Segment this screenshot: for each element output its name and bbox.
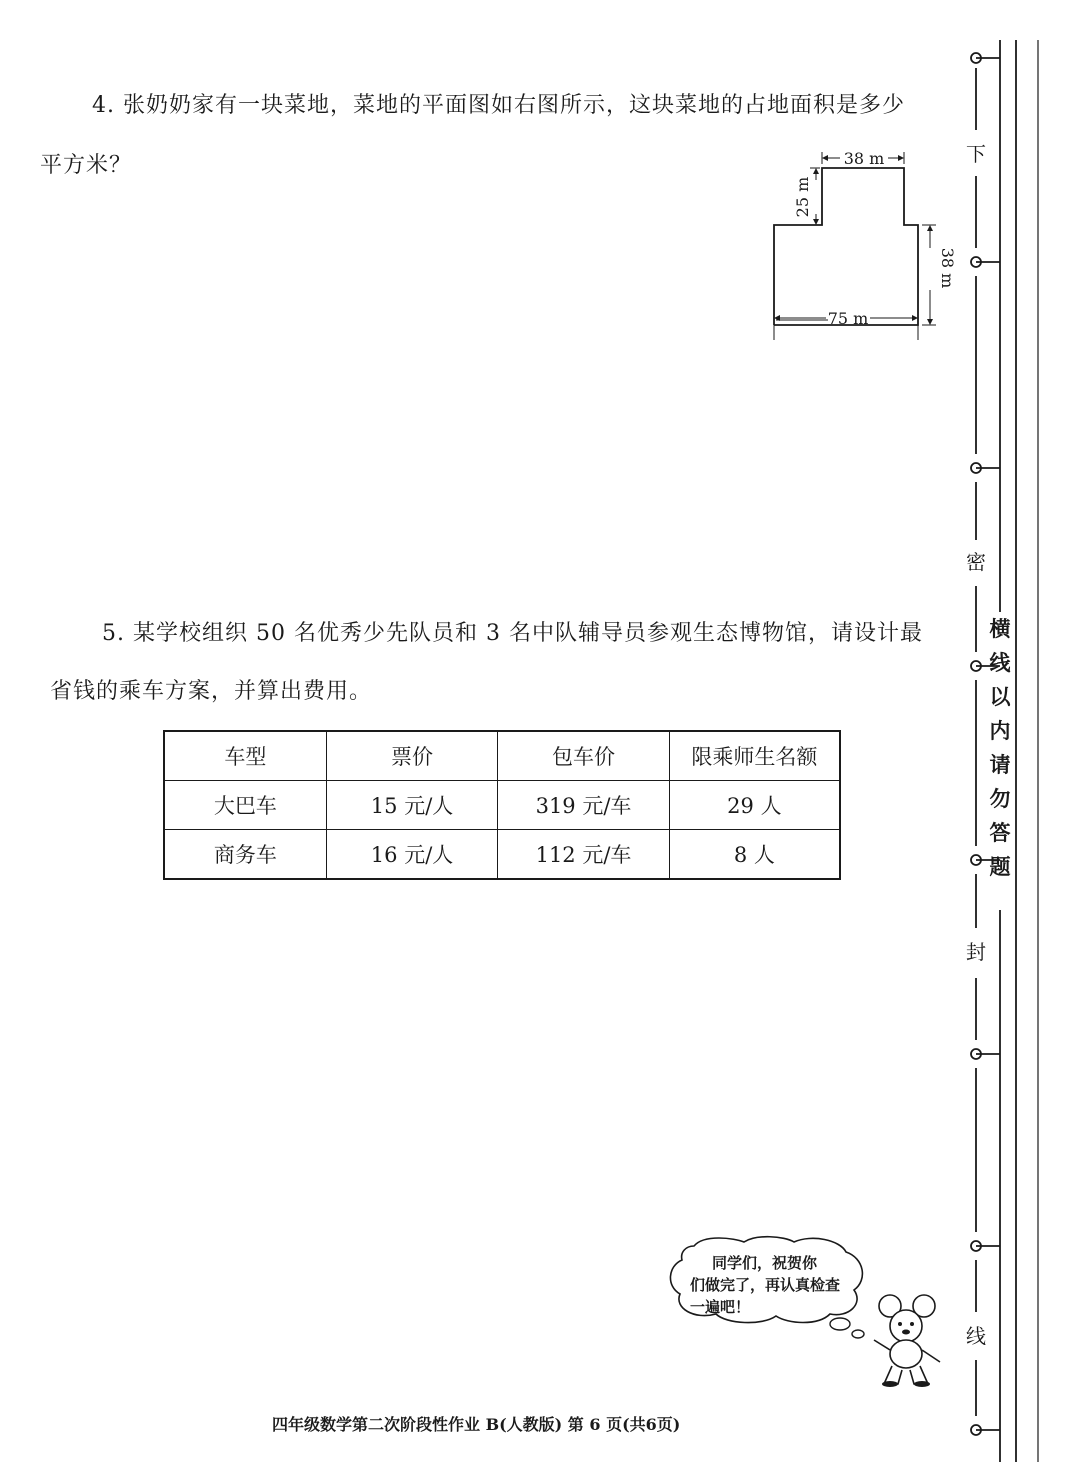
table-cell: 112 元/车	[498, 830, 670, 880]
table-cell: 商务车	[164, 830, 326, 880]
question-5-text: 5. 某学校组织 50 名优秀少先队员和 3 名中队辅导员参观生态博物馆，请设计最	[102, 621, 923, 646]
table-header-row	[164, 731, 840, 781]
header-vehicle-type: 车型	[164, 731, 326, 781]
table-cell: 16 元/人	[326, 830, 497, 880]
bubble-line-1: 同学们，祝贺你	[712, 1254, 818, 1272]
bottom-width-marker	[760, 300, 960, 336]
question-4-text: 4. 张奶奶家有一块菜地，菜地的平面图如右图所示，这块菜地的占地面积是多少	[92, 93, 905, 118]
top-height-label: 25 m	[793, 176, 812, 218]
binding-char-xian: 线	[966, 1324, 986, 1348]
question-5-text-cont: 省钱的乘车方案，并算出费用。	[50, 679, 373, 704]
table-cell: 8 人	[669, 830, 840, 880]
vehicle-fare-table	[163, 730, 841, 880]
bottom-height-label: 38 m	[938, 247, 957, 289]
question-4-text-cont: 平方米？	[40, 153, 133, 178]
header-ticket-price: 票价	[326, 731, 497, 781]
bubble-line-2: 们做完了，再认真检查	[690, 1276, 841, 1294]
table-row	[164, 830, 840, 880]
table-row	[164, 781, 840, 830]
table-cell: 319 元/车	[498, 781, 670, 830]
table-cell: 29 人	[669, 781, 840, 830]
bubble-line-3: 一遍吧！	[690, 1298, 751, 1316]
header-capacity: 限乘师生名额	[669, 731, 840, 781]
table-cell: 大巴车	[164, 781, 326, 830]
bottom-width-label: 75 m	[827, 309, 869, 328]
binding-char-feng: 封	[966, 940, 986, 964]
table-cell: 15 元/人	[326, 781, 497, 830]
bubble-message	[690, 1252, 862, 1318]
binding-char-xia: 下	[966, 142, 986, 166]
top-width-label: 38 m	[843, 149, 885, 168]
binding-char-mi: 密	[966, 550, 986, 574]
page-footer: 四年级数学第二次阶段性作业 B(人教版) 第 6 页(共6页)	[272, 1415, 681, 1434]
no-answer-notice: 横线以内请勿答题	[989, 616, 1011, 879]
mouse-mascot-icon	[868, 1292, 948, 1392]
header-charter-price: 包车价	[498, 731, 670, 781]
